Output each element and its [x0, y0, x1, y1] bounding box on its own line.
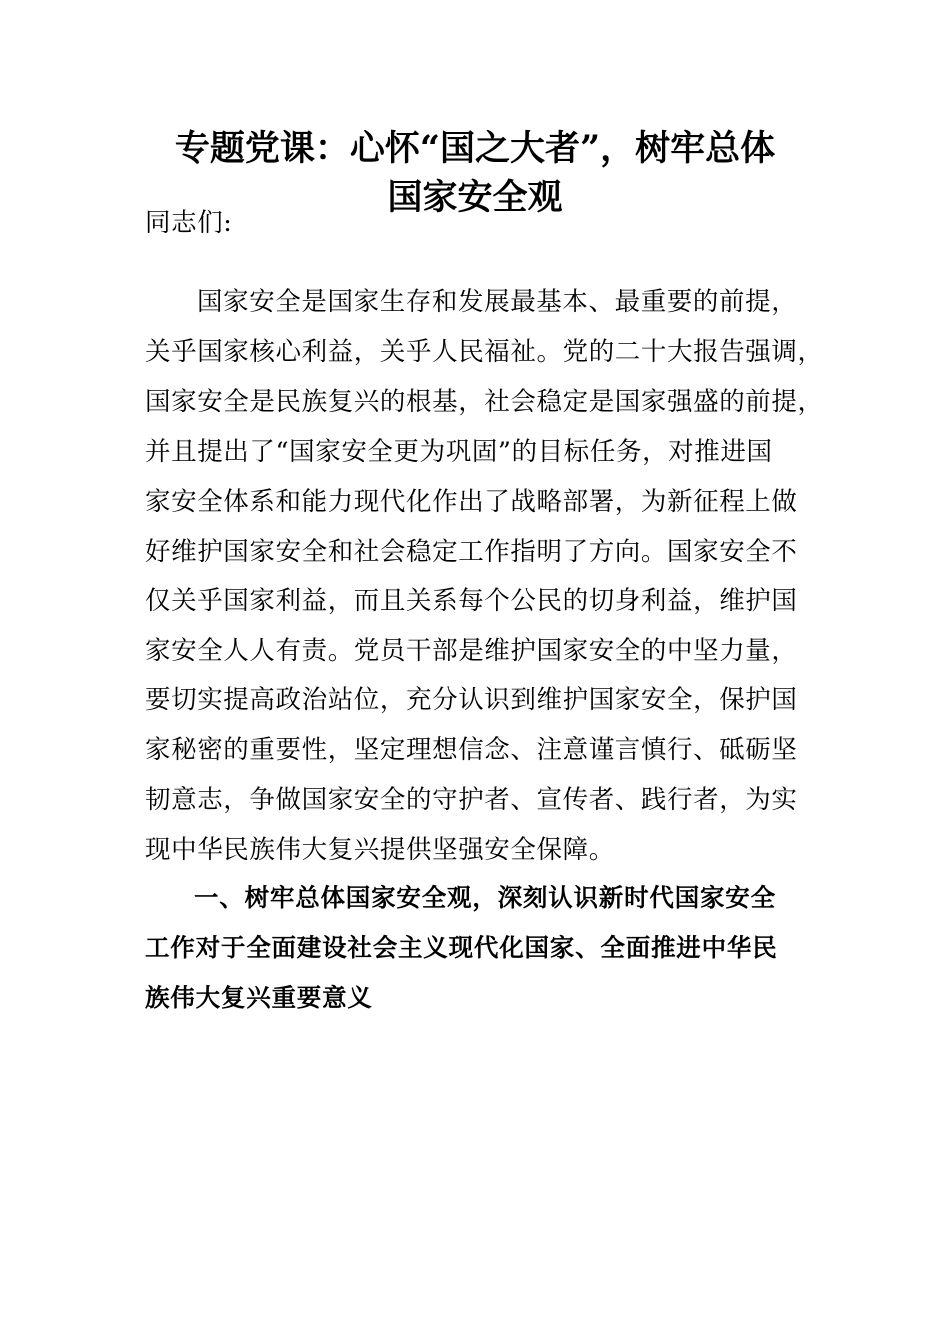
document-title-line-2: 国家安全观	[387, 177, 563, 218]
paragraph-line: 好维护国家安全和社会稳定工作指明了方向。国家安全不	[145, 537, 798, 567]
document-title-line-1: 专题党课：心怀“国之大者”，树牢总体	[174, 128, 776, 169]
paragraph-line: 现中华民族伟大复兴提供坚强安全保障。	[145, 835, 615, 865]
paragraph-line: 家安全人人有责。党员干部是维护国家安全的中坚力量，	[145, 636, 798, 666]
paragraph-line: 关乎国家核心利益，关乎人民福祉。党的二十大报告强调，	[145, 337, 824, 367]
paragraph-line: 国家安全是国家生存和发展最基本、最重要的前提，	[197, 287, 798, 317]
section-heading-line: 族伟大复兴重要意义	[145, 983, 373, 1012]
paragraph-line: 韧意志，争做国家安全的守护者、宣传者、践行者，为实	[145, 785, 798, 815]
section-heading-line: 工作对于全面建设社会主义现代化国家、全面推进中华民	[145, 933, 778, 962]
paragraph-line: 要切实提高政治站位，充分认识到维护国家安全，保护国	[145, 685, 798, 715]
paragraph-line: 家安全体系和能力现代化作出了战略部署，为新征程上做	[145, 487, 798, 517]
salutation: 同志们:	[145, 208, 233, 238]
paragraph-line: 国家安全是民族复兴的根基，社会稳定是国家强盛的前提，	[145, 387, 824, 417]
paragraph-line: 家秘密的重要性，坚定理想信念、注意谨言慎行、砥砺坚	[145, 735, 798, 765]
section-heading-line: 一、树牢总体国家安全观，深刻认识新时代国家安全	[194, 883, 776, 912]
paragraph-line: 仅关乎国家利益，而且关系每个公民的切身利益，维护国	[145, 586, 798, 616]
paragraph-line: 并且提出了“国家安全更为巩固”的目标任务，对推进国	[145, 437, 773, 467]
